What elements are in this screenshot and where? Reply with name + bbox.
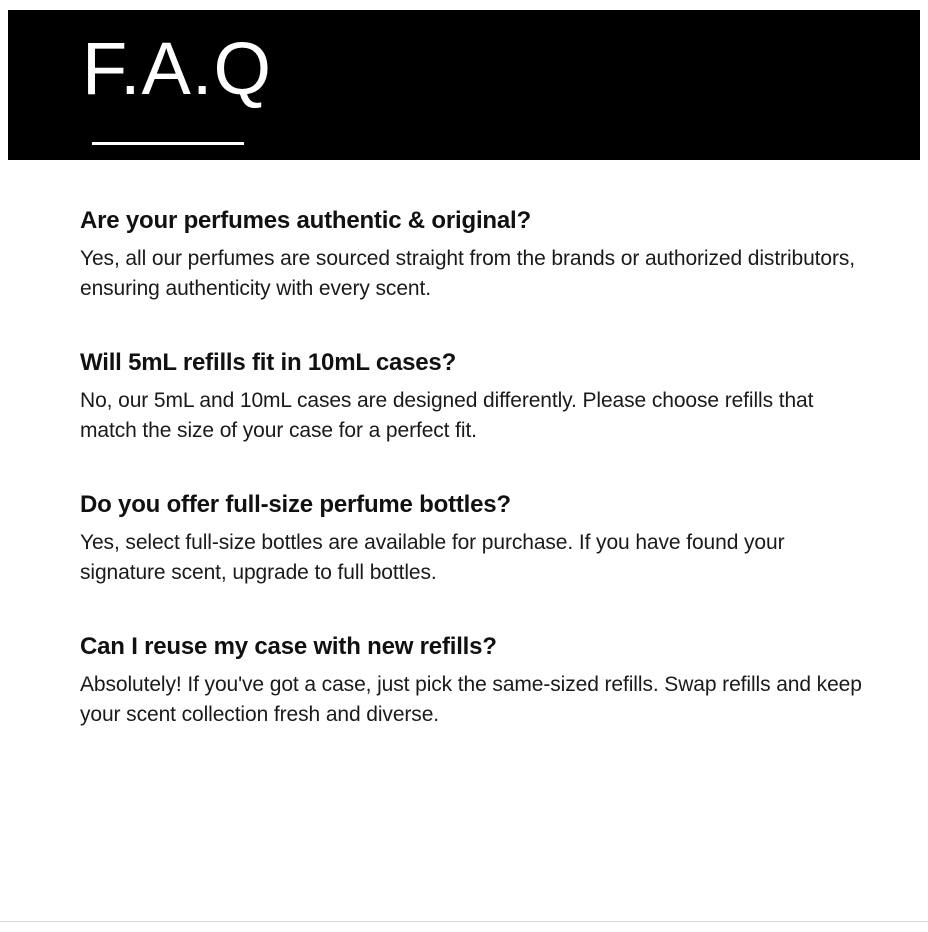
faq-question: Are your perfumes authentic & original? — [80, 207, 531, 234]
faq-question: Will 5mL refills fit in 10mL cases? — [80, 348, 457, 376]
top-spacer — [0, 0, 928, 10]
faq-answer: Yes, select full-size bottles are available for purchase. If you have found your signature scent, upgrade to full bottles. — [80, 530, 785, 585]
faq-item — [80, 490, 872, 589]
page-title: F.A.Q — [82, 27, 273, 110]
footer-divider — [0, 921, 928, 922]
faq-item — [80, 206, 872, 305]
faq-list — [0, 206, 928, 731]
faq-item — [80, 632, 872, 731]
faq-question: Can I reuse my case with new refills? — [80, 632, 497, 660]
title-underline-rule — [92, 142, 244, 145]
faq-answer: Absolutely! If you've got a case, just pick the same-sized refills. Swap refills and keep your scent collection fresh and diverse. — [80, 672, 862, 727]
faq-answer: No, our 5mL and 10mL cases are designed differently. Please choose refills that match the size of your case for a perfect fit. — [80, 388, 814, 443]
faq-hero-banner — [8, 10, 920, 160]
faq-question: Do you offer full-size perfume bottles? — [80, 490, 511, 518]
faq-answer: Yes, all our perfumes are sourced straight from the brands or authorized distributors, ensuring authenticity with every scent. — [80, 247, 856, 301]
faq-item — [80, 348, 872, 447]
